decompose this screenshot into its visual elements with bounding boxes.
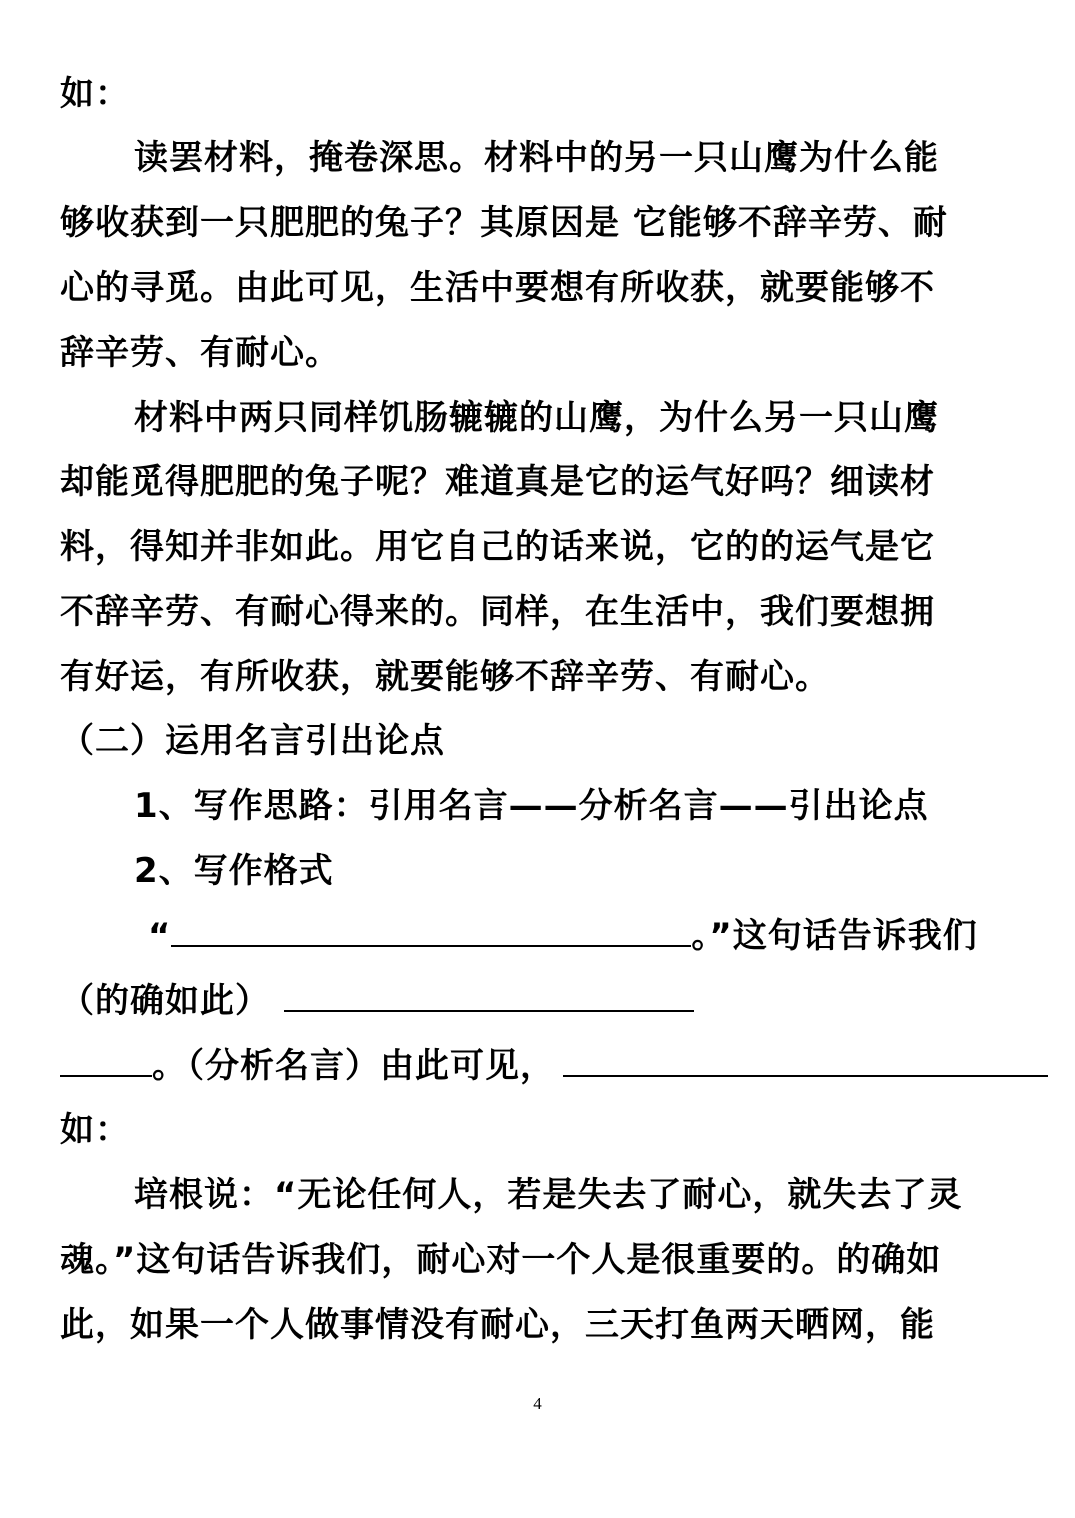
- paragraph-line: 够收获到一只肥肥的兔子？其原因是 它能够不辞辛劳、耐: [60, 203, 948, 243]
- example-label: 如：: [60, 74, 130, 114]
- example-label: 如：: [60, 1110, 130, 1150]
- template-line-2: [60, 979, 1020, 1023]
- blank-analysis-field[interactable]: [284, 980, 694, 1012]
- example-line: 此，如果一个人做事情没有耐心，三天打鱼两天晒网，能: [60, 1305, 935, 1345]
- example-line: 培根说：“无论任何人，若是失去了耐心，就失去了灵: [134, 1175, 963, 1215]
- template-text: 。”这句话告诉我们: [691, 916, 978, 956]
- paragraph-line: 读罢材料，掩卷深思。材料中的另一只山鹰为什么能: [134, 138, 939, 178]
- paragraph-line: 辞辛劳、有耐心。: [60, 333, 340, 373]
- template-line-1: [148, 914, 1075, 958]
- open-quote: “: [148, 916, 172, 956]
- paragraph-line: 心的寻觅。由此可见，生活中要想有所收获，就要能够不: [60, 268, 935, 308]
- blank-conclusion-field[interactable]: [563, 1045, 1048, 1077]
- writing-format-heading: 2、写作格式: [134, 851, 334, 891]
- page-number: 4: [533, 1394, 542, 1413]
- paragraph-line: 有好运，有所收获，就要能够不辞辛劳、有耐心。: [60, 657, 830, 697]
- blank-quote-field[interactable]: [171, 915, 691, 947]
- example-line: 魂。”这句话告诉我们，耐心对一个人是很重要的。的确如: [60, 1240, 942, 1280]
- paragraph-line: 料，得知并非如此。用它自己的话来说，它的的运气是它: [60, 527, 935, 567]
- paragraph-line: 却能觅得肥肥的兔子呢？难道真是它的运气好吗？细读材: [60, 462, 935, 502]
- paragraph-line: 材料中两只同样饥肠辘辘的山鹰，为什么另一只山鹰: [134, 398, 939, 438]
- blank-analysis-continued-field[interactable]: [60, 1045, 152, 1077]
- paragraph-line: 不辞辛劳、有耐心得来的。同样，在生活中，我们要想拥: [60, 592, 935, 632]
- writing-approach: 1、写作思路：引用名言——分析名言——引出论点: [134, 786, 929, 826]
- template-text: （的确如此）: [60, 981, 270, 1021]
- template-text: 。（分析名言）由此可见，: [152, 1046, 555, 1086]
- section-heading: （二）运用名言引出论点: [60, 721, 445, 761]
- template-line-3: [60, 1044, 1075, 1088]
